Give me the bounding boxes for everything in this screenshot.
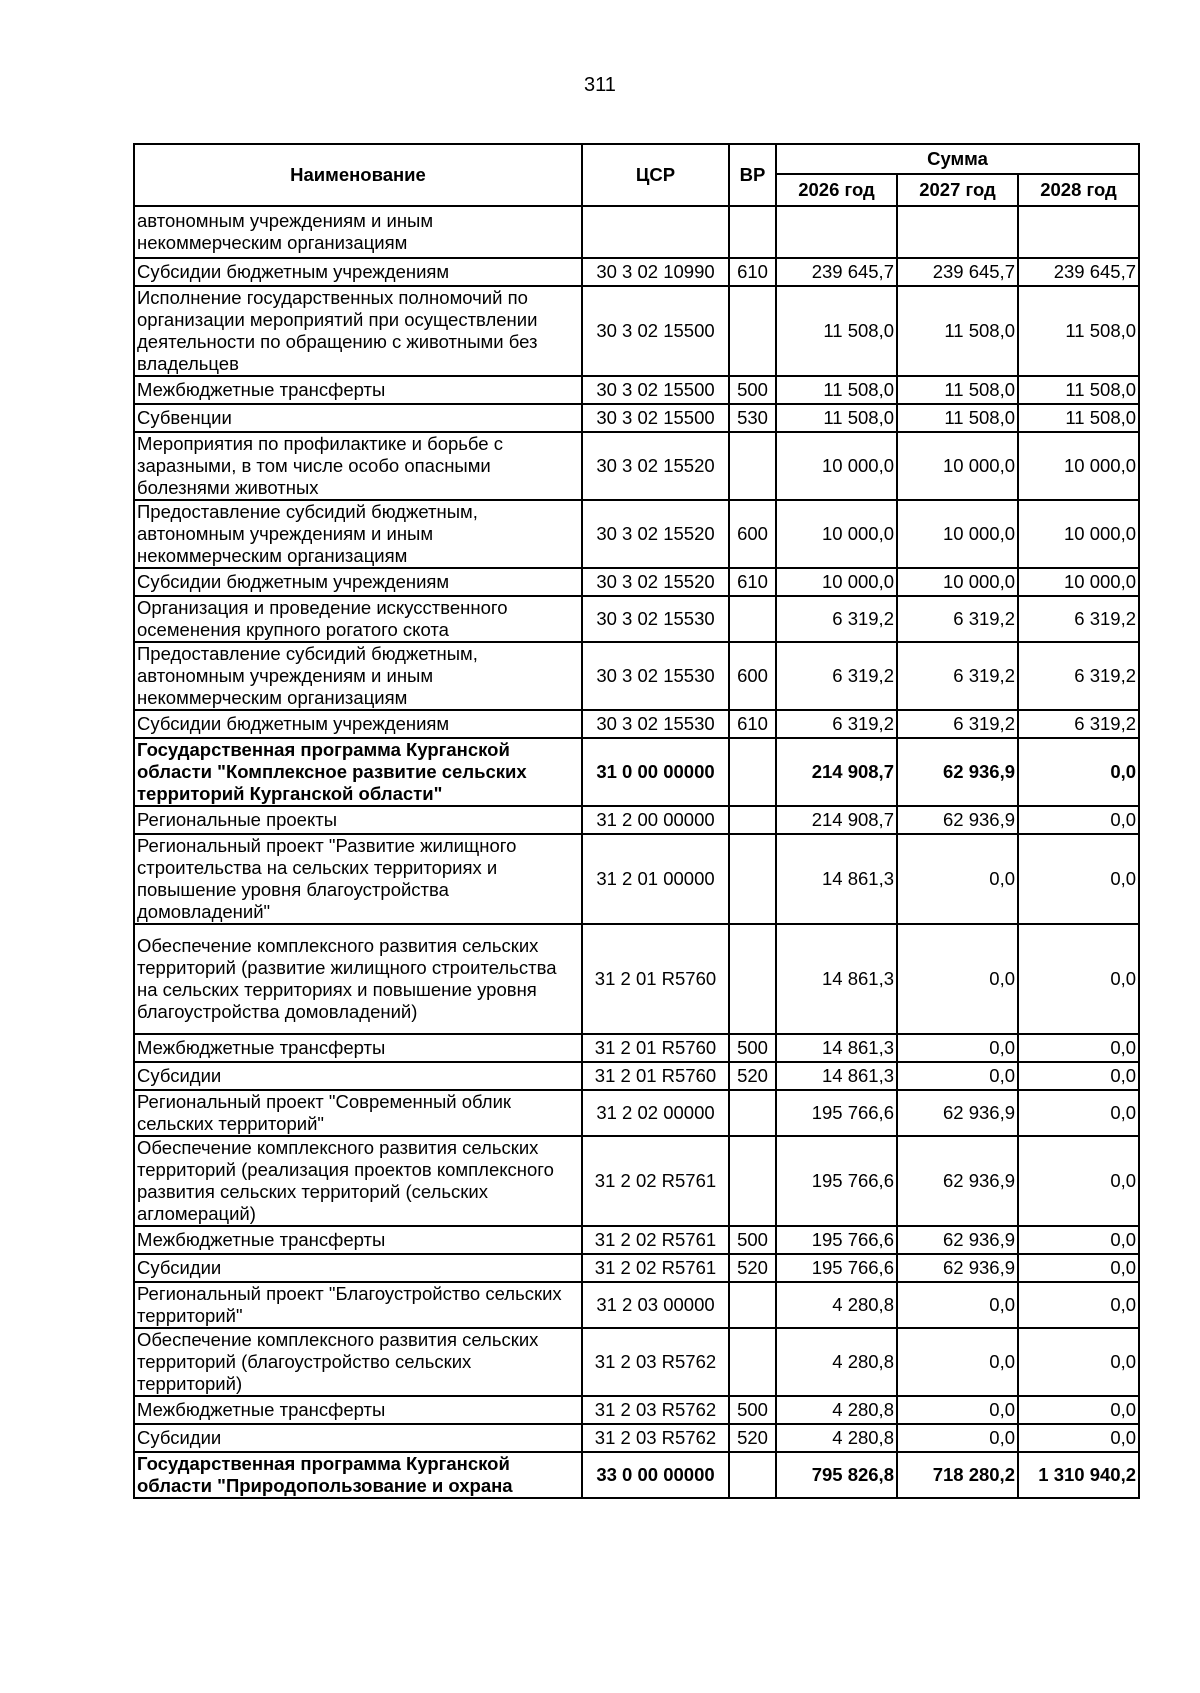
cell-csr: 30 3 02 10990 [582,258,729,286]
cell-2027: 62 936,9 [897,806,1018,834]
cell-2027: 0,0 [897,1282,1018,1328]
cell-2028: 0,0 [1018,806,1139,834]
cell-vr: 530 [729,404,776,432]
cell-vr [729,1136,776,1226]
table-row [134,1136,1139,1226]
cell-csr: 31 2 03 R5762 [582,1328,729,1396]
cell-2028: 239 645,7 [1018,258,1139,286]
cell-2027: 718 280,2 [897,1452,1018,1498]
header-year-2026: 2026 год [776,174,897,206]
cell-vr: 610 [729,710,776,738]
cell-2027: 62 936,9 [897,738,1018,806]
cell-vr: 520 [729,1062,776,1090]
cell-name: Региональный проект "Развитие жилищного строительства на сельских территориях и повышение уровня благоустройства домовладений" [134,834,582,924]
cell-name: Государственная программа Курганской области "Комплексное развитие сельских территорий Курганской области" [134,738,582,806]
cell-2026: 195 766,6 [776,1136,897,1226]
cell-csr: 31 2 02 R5761 [582,1226,729,1254]
cell-name: Межбюджетные трансферты [134,1034,582,1062]
cell-2028: 1 310 940,2 [1018,1452,1139,1498]
cell-name: Региональный проект "Современный облик сельских территорий" [134,1090,582,1136]
cell-name: Мероприятия по профилактике и борьбе с заразными, в том числе особо опасными болезнями животных [134,432,582,500]
table-row [134,500,1139,568]
cell-2027: 0,0 [897,1034,1018,1062]
cell-2028: 0,0 [1018,1424,1139,1452]
table-row [134,924,1139,1034]
cell-2027: 0,0 [897,924,1018,1034]
cell-2028: 0,0 [1018,1090,1139,1136]
cell-name: Обеспечение комплексного развития сельских территорий (реализация проектов комплексного развития сельских территорий (сельских агломераций) [134,1136,582,1226]
cell-2026: 795 826,8 [776,1452,897,1498]
table-row [134,596,1139,642]
cell-2028: 0,0 [1018,1136,1139,1226]
cell-csr: 30 3 02 15520 [582,500,729,568]
cell-name: Региональный проект "Благоустройство сельских территорий" [134,1282,582,1328]
cell-2028: 10 000,0 [1018,500,1139,568]
cell-2028: 6 319,2 [1018,642,1139,710]
cell-vr: 520 [729,1424,776,1452]
cell-2028: 10 000,0 [1018,568,1139,596]
cell-csr: 30 3 02 15530 [582,642,729,710]
table-row [134,834,1139,924]
cell-2028: 0,0 [1018,738,1139,806]
cell-csr: 30 3 02 15500 [582,376,729,404]
cell-2026: 239 645,7 [776,258,897,286]
cell-2026: 6 319,2 [776,710,897,738]
table-row [134,1254,1139,1282]
cell-csr: 31 2 03 R5762 [582,1396,729,1424]
cell-vr [729,1282,776,1328]
cell-csr: 31 2 00 00000 [582,806,729,834]
table-row [134,432,1139,500]
cell-2026: 14 861,3 [776,924,897,1034]
cell-name: Субсидии [134,1424,582,1452]
cell-name: Межбюджетные трансферты [134,1396,582,1424]
cell-name: Субсидии [134,1254,582,1282]
cell-name: автономным учреждениям и иным некоммерческим организациям [134,206,582,258]
cell-vr [729,432,776,500]
cell-2026: 4 280,8 [776,1328,897,1396]
page-number: 311 [584,74,616,96]
header-name: Наименование [134,144,582,206]
cell-2027: 10 000,0 [897,500,1018,568]
cell-csr: 30 3 02 15500 [582,404,729,432]
cell-csr [582,206,729,258]
cell-2028: 0,0 [1018,1282,1139,1328]
cell-2028: 11 508,0 [1018,286,1139,376]
cell-vr [729,738,776,806]
cell-2026: 195 766,6 [776,1090,897,1136]
table-row [134,1452,1139,1498]
header-year-2028: 2028 год [1018,174,1139,206]
table-row [134,1090,1139,1136]
cell-name: Региональные проекты [134,806,582,834]
cell-vr [729,1328,776,1396]
cell-2026 [776,206,897,258]
cell-2027: 239 645,7 [897,258,1018,286]
cell-csr: 31 2 01 R5760 [582,1034,729,1062]
cell-csr: 31 2 02 00000 [582,1090,729,1136]
table-row [134,1424,1139,1452]
cell-2027: 0,0 [897,1062,1018,1090]
budget-table [133,143,1140,1499]
cell-name: Предоставление субсидий бюджетным, автономным учреждениям и иным некоммерческим организациям [134,642,582,710]
cell-2028: 0,0 [1018,834,1139,924]
cell-2028: 11 508,0 [1018,404,1139,432]
cell-name: Субсидии бюджетным учреждениям [134,258,582,286]
cell-name: Межбюджетные трансферты [134,1226,582,1254]
cell-name: Обеспечение комплексного развития сельских территорий (развитие жилищного строительства на сельских территориях и повышение уровня благоустройства домовладений) [134,924,582,1034]
table-row [134,404,1139,432]
table-row [134,738,1139,806]
cell-2027: 11 508,0 [897,376,1018,404]
header-csr: ЦСР [582,144,729,206]
table-row [134,1226,1139,1254]
table-row [134,1396,1139,1424]
cell-name: Межбюджетные трансферты [134,376,582,404]
cell-name: Исполнение государственных полномочий по организации мероприятий при осуществлении деятельности по обращению с животными без владельцев [134,286,582,376]
table-row [134,1034,1139,1062]
cell-2026: 6 319,2 [776,642,897,710]
cell-csr: 31 0 00 00000 [582,738,729,806]
cell-csr: 30 3 02 15500 [582,286,729,376]
cell-csr: 31 2 02 R5761 [582,1136,729,1226]
cell-vr [729,286,776,376]
cell-vr: 500 [729,376,776,404]
cell-vr: 610 [729,568,776,596]
cell-2026: 11 508,0 [776,286,897,376]
cell-2027: 6 319,2 [897,642,1018,710]
cell-csr: 30 3 02 15520 [582,568,729,596]
cell-2028: 0,0 [1018,1328,1139,1396]
cell-2026: 11 508,0 [776,376,897,404]
cell-2026: 195 766,6 [776,1226,897,1254]
cell-name: Организация и проведение искусственного осеменения крупного рогатого скота [134,596,582,642]
cell-2028: 0,0 [1018,924,1139,1034]
cell-name: Субсидии [134,1062,582,1090]
cell-2026: 10 000,0 [776,500,897,568]
cell-2027: 0,0 [897,1396,1018,1424]
cell-2027 [897,206,1018,258]
cell-vr: 600 [729,642,776,710]
cell-2027: 0,0 [897,834,1018,924]
cell-csr: 30 3 02 15530 [582,596,729,642]
cell-vr: 500 [729,1396,776,1424]
cell-name: Субсидии бюджетным учреждениям [134,568,582,596]
cell-csr: 31 2 01 R5760 [582,1062,729,1090]
cell-vr: 610 [729,258,776,286]
cell-2026: 214 908,7 [776,738,897,806]
cell-2027: 10 000,0 [897,432,1018,500]
cell-name: Субвенции [134,404,582,432]
cell-2027: 11 508,0 [897,404,1018,432]
cell-2026: 214 908,7 [776,806,897,834]
cell-2028 [1018,206,1139,258]
cell-2027: 0,0 [897,1328,1018,1396]
cell-2027: 6 319,2 [897,596,1018,642]
cell-2028: 0,0 [1018,1062,1139,1090]
cell-csr: 31 2 01 R5760 [582,924,729,1034]
cell-csr: 31 2 03 R5762 [582,1424,729,1452]
table-row [134,258,1139,286]
cell-2028: 0,0 [1018,1254,1139,1282]
cell-2026: 14 861,3 [776,1034,897,1062]
cell-2027: 10 000,0 [897,568,1018,596]
table-row [134,642,1139,710]
table-row [134,206,1139,258]
cell-2027: 62 936,9 [897,1136,1018,1226]
cell-2026: 10 000,0 [776,568,897,596]
table-row [134,286,1139,376]
cell-vr [729,1452,776,1498]
cell-2026: 10 000,0 [776,432,897,500]
cell-vr: 500 [729,1226,776,1254]
table-row [134,1062,1139,1090]
cell-2027: 0,0 [897,1424,1018,1452]
cell-2026: 6 319,2 [776,596,897,642]
cell-vr [729,834,776,924]
cell-name: Государственная программа Курганской области "Природопользование и охрана [134,1452,582,1498]
cell-vr [729,806,776,834]
cell-2026: 11 508,0 [776,404,897,432]
cell-2027: 11 508,0 [897,286,1018,376]
cell-name: Субсидии бюджетным учреждениям [134,710,582,738]
cell-2027: 6 319,2 [897,710,1018,738]
cell-2028: 11 508,0 [1018,376,1139,404]
cell-name: Обеспечение комплексного развития сельских территорий (благоустройство сельских территорий) [134,1328,582,1396]
header-vr: ВР [729,144,776,206]
cell-2028: 6 319,2 [1018,710,1139,738]
cell-vr [729,924,776,1034]
cell-2026: 14 861,3 [776,834,897,924]
cell-csr: 31 2 03 00000 [582,1282,729,1328]
table-body [134,206,1139,1498]
cell-vr: 520 [729,1254,776,1282]
table-row [134,710,1139,738]
table-row [134,806,1139,834]
cell-csr: 30 3 02 15520 [582,432,729,500]
cell-2027: 62 936,9 [897,1254,1018,1282]
header-sum: Сумма [776,144,1139,174]
cell-2026: 14 861,3 [776,1062,897,1090]
table-row [134,376,1139,404]
cell-2028: 0,0 [1018,1034,1139,1062]
cell-2028: 6 319,2 [1018,596,1139,642]
cell-2028: 0,0 [1018,1396,1139,1424]
cell-csr: 31 2 01 00000 [582,834,729,924]
cell-2027: 62 936,9 [897,1226,1018,1254]
cell-vr [729,596,776,642]
cell-2026: 4 280,8 [776,1396,897,1424]
cell-2026: 4 280,8 [776,1424,897,1452]
cell-csr: 31 2 02 R5761 [582,1254,729,1282]
cell-vr [729,1090,776,1136]
cell-2028: 10 000,0 [1018,432,1139,500]
cell-name: Предоставление субсидий бюджетным, автономным учреждениям и иным некоммерческим организациям [134,500,582,568]
cell-2028: 0,0 [1018,1226,1139,1254]
cell-vr: 600 [729,500,776,568]
table-row [134,1328,1139,1396]
table-row [134,568,1139,596]
cell-2026: 4 280,8 [776,1282,897,1328]
cell-csr: 30 3 02 15530 [582,710,729,738]
cell-vr: 500 [729,1034,776,1062]
cell-vr [729,206,776,258]
table-row [134,1282,1139,1328]
cell-csr: 33 0 00 00000 [582,1452,729,1498]
cell-2026: 195 766,6 [776,1254,897,1282]
cell-2027: 62 936,9 [897,1090,1018,1136]
header-year-2027: 2027 год [897,174,1018,206]
